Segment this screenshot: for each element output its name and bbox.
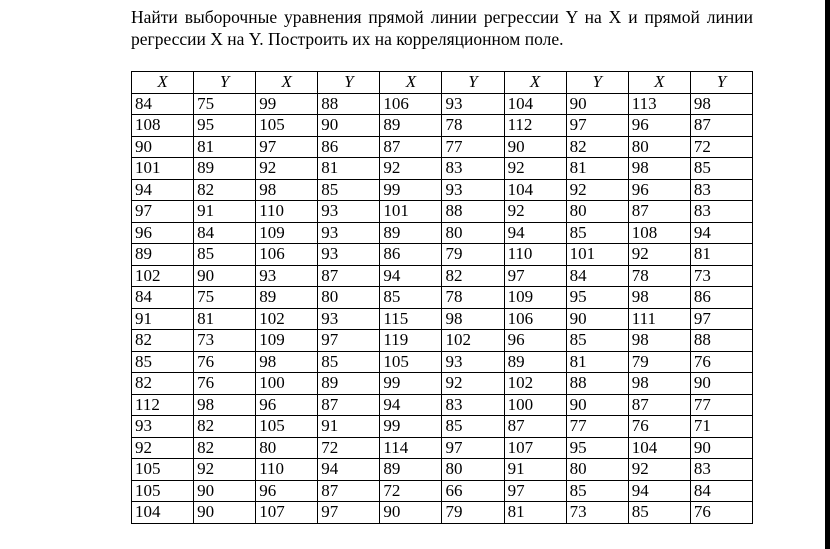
table-cell-x: 97 bbox=[256, 136, 318, 158]
table-cell-x: 89 bbox=[380, 222, 442, 244]
table-cell-x: 94 bbox=[504, 222, 566, 244]
table-row bbox=[132, 330, 753, 352]
table-cell-x: 102 bbox=[504, 373, 566, 395]
table-cell-y: 85 bbox=[442, 416, 504, 438]
table-cell-y: 93 bbox=[442, 351, 504, 373]
table-cell-y: 90 bbox=[566, 93, 628, 115]
table-cell-x: 89 bbox=[132, 244, 194, 266]
table-cell-x: 98 bbox=[256, 179, 318, 201]
table-row bbox=[132, 394, 753, 416]
table-cell-y: 93 bbox=[318, 222, 380, 244]
table-cell-x: 104 bbox=[132, 502, 194, 524]
table-cell-y: 83 bbox=[690, 201, 752, 223]
table-cell-y: 77 bbox=[442, 136, 504, 158]
table-cell-x: 106 bbox=[380, 93, 442, 115]
table-cell-x: 102 bbox=[132, 265, 194, 287]
table-cell-y: 84 bbox=[690, 480, 752, 502]
table-cell-y: 98 bbox=[194, 394, 256, 416]
table-cell-y: 82 bbox=[194, 416, 256, 438]
table-cell-y: 85 bbox=[566, 222, 628, 244]
table-cell-y: 82 bbox=[442, 265, 504, 287]
table-cell-y: 95 bbox=[566, 287, 628, 309]
table-cell-x: 115 bbox=[380, 308, 442, 330]
header-cell-x: X bbox=[628, 72, 690, 94]
table-row bbox=[132, 201, 753, 223]
table-cell-x: 80 bbox=[256, 437, 318, 459]
table-cell-x: 97 bbox=[504, 265, 566, 287]
table-row bbox=[132, 502, 753, 524]
table-cell-y: 83 bbox=[442, 158, 504, 180]
table-body bbox=[132, 93, 753, 523]
table-cell-y: 90 bbox=[566, 394, 628, 416]
table-cell-x: 87 bbox=[380, 136, 442, 158]
table-cell-y: 79 bbox=[442, 502, 504, 524]
table-cell-x: 93 bbox=[256, 265, 318, 287]
table-cell-y: 92 bbox=[566, 179, 628, 201]
table-cell-x: 105 bbox=[380, 351, 442, 373]
table-cell-x: 108 bbox=[132, 115, 194, 137]
table-cell-y: 85 bbox=[566, 330, 628, 352]
table-cell-x: 104 bbox=[504, 179, 566, 201]
table-cell-x: 91 bbox=[132, 308, 194, 330]
table-cell-y: 88 bbox=[442, 201, 504, 223]
table-cell-x: 105 bbox=[256, 115, 318, 137]
header-cell-x: X bbox=[504, 72, 566, 94]
header-cell-y: Y bbox=[442, 72, 504, 94]
table-cell-y: 86 bbox=[690, 287, 752, 309]
table-cell-x: 113 bbox=[628, 93, 690, 115]
table-cell-y: 98 bbox=[442, 308, 504, 330]
table-cell-x: 94 bbox=[380, 265, 442, 287]
table-cell-x: 94 bbox=[628, 480, 690, 502]
table-cell-y: 85 bbox=[690, 158, 752, 180]
table-cell-x: 110 bbox=[256, 201, 318, 223]
table-cell-x: 108 bbox=[628, 222, 690, 244]
table-cell-y: 92 bbox=[442, 373, 504, 395]
table-cell-x: 84 bbox=[132, 287, 194, 309]
table-cell-y: 77 bbox=[566, 416, 628, 438]
table-cell-x: 96 bbox=[628, 179, 690, 201]
table-cell-x: 84 bbox=[132, 93, 194, 115]
table-row bbox=[132, 158, 753, 180]
table-cell-x: 94 bbox=[132, 179, 194, 201]
table-cell-y: 97 bbox=[690, 308, 752, 330]
table-cell-y: 90 bbox=[194, 265, 256, 287]
table-cell-y: 82 bbox=[194, 179, 256, 201]
header-cell-x: X bbox=[256, 72, 318, 94]
table-cell-y: 66 bbox=[442, 480, 504, 502]
table-cell-y: 88 bbox=[690, 330, 752, 352]
table-row bbox=[132, 480, 753, 502]
table-cell-x: 106 bbox=[256, 244, 318, 266]
header-cell-y: Y bbox=[318, 72, 380, 94]
table-cell-x: 96 bbox=[256, 394, 318, 416]
table-row bbox=[132, 416, 753, 438]
table-cell-x: 99 bbox=[380, 179, 442, 201]
table-cell-y: 78 bbox=[442, 115, 504, 137]
table-cell-x: 109 bbox=[504, 287, 566, 309]
table-cell-x: 98 bbox=[628, 373, 690, 395]
table-cell-y: 81 bbox=[566, 351, 628, 373]
table-cell-y: 85 bbox=[318, 351, 380, 373]
header-cell-x: X bbox=[132, 72, 194, 94]
table-cell-x: 100 bbox=[504, 394, 566, 416]
table-cell-y: 97 bbox=[442, 437, 504, 459]
table-cell-x: 85 bbox=[380, 287, 442, 309]
table-cell-y: 75 bbox=[194, 287, 256, 309]
table-cell-x: 119 bbox=[380, 330, 442, 352]
table-cell-y: 98 bbox=[690, 93, 752, 115]
table-cell-y: 72 bbox=[318, 437, 380, 459]
table-cell-y: 80 bbox=[566, 459, 628, 481]
table-cell-x: 109 bbox=[256, 330, 318, 352]
table-cell-y: 82 bbox=[566, 136, 628, 158]
table-cell-x: 97 bbox=[132, 201, 194, 223]
table-cell-y: 90 bbox=[566, 308, 628, 330]
table-cell-x: 98 bbox=[628, 330, 690, 352]
table-cell-x: 105 bbox=[256, 416, 318, 438]
table-cell-y: 88 bbox=[566, 373, 628, 395]
table-cell-y: 90 bbox=[318, 115, 380, 137]
table-cell-x: 109 bbox=[256, 222, 318, 244]
table-cell-x: 79 bbox=[628, 351, 690, 373]
table-cell-y: 83 bbox=[690, 179, 752, 201]
table-row bbox=[132, 222, 753, 244]
table-cell-x: 101 bbox=[132, 158, 194, 180]
table-cell-x: 76 bbox=[628, 416, 690, 438]
table-cell-y: 97 bbox=[318, 502, 380, 524]
table-cell-y: 80 bbox=[318, 287, 380, 309]
table-cell-x: 87 bbox=[628, 394, 690, 416]
table-cell-x: 96 bbox=[504, 330, 566, 352]
table-cell-y: 94 bbox=[690, 222, 752, 244]
table-cell-y: 85 bbox=[194, 244, 256, 266]
table-cell-y: 81 bbox=[690, 244, 752, 266]
table-cell-x: 110 bbox=[504, 244, 566, 266]
table-cell-x: 110 bbox=[256, 459, 318, 481]
data-table bbox=[131, 71, 753, 524]
table-cell-y: 79 bbox=[442, 244, 504, 266]
table-cell-x: 92 bbox=[504, 158, 566, 180]
table-cell-y: 102 bbox=[442, 330, 504, 352]
table-row bbox=[132, 287, 753, 309]
table-cell-y: 83 bbox=[442, 394, 504, 416]
table-cell-x: 112 bbox=[132, 394, 194, 416]
table-cell-x: 100 bbox=[256, 373, 318, 395]
header-cell-y: Y bbox=[690, 72, 752, 94]
table-cell-y: 84 bbox=[566, 265, 628, 287]
right-edge-border bbox=[825, 0, 830, 549]
table-cell-y: 85 bbox=[318, 179, 380, 201]
table-cell-x: 98 bbox=[628, 287, 690, 309]
table-row bbox=[132, 437, 753, 459]
table-cell-x: 99 bbox=[380, 373, 442, 395]
table-cell-x: 78 bbox=[628, 265, 690, 287]
table-cell-y: 93 bbox=[442, 93, 504, 115]
table-cell-y: 90 bbox=[690, 437, 752, 459]
table-cell-y: 90 bbox=[194, 502, 256, 524]
table-cell-x: 85 bbox=[628, 502, 690, 524]
table-cell-x: 106 bbox=[504, 308, 566, 330]
table-row bbox=[132, 351, 753, 373]
table-cell-x: 92 bbox=[504, 201, 566, 223]
table-cell-y: 87 bbox=[690, 115, 752, 137]
table-row bbox=[132, 136, 753, 158]
table-cell-y: 76 bbox=[690, 502, 752, 524]
table-cell-y: 72 bbox=[690, 136, 752, 158]
table-cell-x: 92 bbox=[380, 158, 442, 180]
header-cell-y: Y bbox=[194, 72, 256, 94]
table-cell-x: 89 bbox=[504, 351, 566, 373]
table-cell-x: 104 bbox=[628, 437, 690, 459]
table-cell-y: 93 bbox=[318, 201, 380, 223]
table-cell-x: 96 bbox=[256, 480, 318, 502]
table-row bbox=[132, 373, 753, 395]
table-cell-y: 91 bbox=[318, 416, 380, 438]
table-header bbox=[132, 72, 753, 94]
table-cell-y: 76 bbox=[690, 351, 752, 373]
header-cell-y: Y bbox=[566, 72, 628, 94]
table-cell-x: 85 bbox=[132, 351, 194, 373]
table-cell-x: 92 bbox=[132, 437, 194, 459]
table-cell-x: 107 bbox=[504, 437, 566, 459]
table-cell-x: 89 bbox=[380, 459, 442, 481]
table-cell-y: 94 bbox=[318, 459, 380, 481]
table-cell-x: 101 bbox=[380, 201, 442, 223]
table-cell-x: 87 bbox=[504, 416, 566, 438]
table-cell-x: 72 bbox=[380, 480, 442, 502]
table-cell-x: 82 bbox=[132, 373, 194, 395]
table-cell-x: 96 bbox=[132, 222, 194, 244]
table-cell-y: 78 bbox=[442, 287, 504, 309]
table-cell-y: 95 bbox=[566, 437, 628, 459]
table-row bbox=[132, 115, 753, 137]
table-cell-y: 91 bbox=[194, 201, 256, 223]
table-cell-x: 97 bbox=[504, 480, 566, 502]
table-row bbox=[132, 93, 753, 115]
header-cell-x: X bbox=[380, 72, 442, 94]
table-cell-x: 112 bbox=[504, 115, 566, 137]
table-cell-x: 94 bbox=[380, 394, 442, 416]
table-row bbox=[132, 308, 753, 330]
table-cell-y: 81 bbox=[194, 136, 256, 158]
table-cell-x: 87 bbox=[628, 201, 690, 223]
table-cell-y: 80 bbox=[442, 222, 504, 244]
table-cell-y: 90 bbox=[194, 480, 256, 502]
table-cell-y: 85 bbox=[566, 480, 628, 502]
table-cell-x: 82 bbox=[132, 330, 194, 352]
table-cell-x: 105 bbox=[132, 480, 194, 502]
table-cell-y: 84 bbox=[194, 222, 256, 244]
table-cell-y: 73 bbox=[566, 502, 628, 524]
table-cell-x: 86 bbox=[380, 244, 442, 266]
table-cell-y: 87 bbox=[318, 394, 380, 416]
table-cell-x: 114 bbox=[380, 437, 442, 459]
table-cell-y: 89 bbox=[318, 373, 380, 395]
table-cell-x: 98 bbox=[628, 158, 690, 180]
table-cell-y: 80 bbox=[442, 459, 504, 481]
table-cell-x: 90 bbox=[504, 136, 566, 158]
table-cell-x: 92 bbox=[628, 244, 690, 266]
table-cell-y: 81 bbox=[566, 158, 628, 180]
table-cell-y: 93 bbox=[318, 244, 380, 266]
table-cell-x: 111 bbox=[628, 308, 690, 330]
table-cell-x: 93 bbox=[132, 416, 194, 438]
table-cell-x: 98 bbox=[256, 351, 318, 373]
table-row bbox=[132, 244, 753, 266]
table-cell-y: 90 bbox=[690, 373, 752, 395]
table-cell-y: 97 bbox=[318, 330, 380, 352]
table-cell-x: 92 bbox=[628, 459, 690, 481]
table-cell-y: 76 bbox=[194, 373, 256, 395]
table-cell-x: 104 bbox=[504, 93, 566, 115]
table-cell-x: 107 bbox=[256, 502, 318, 524]
table-cell-x: 105 bbox=[132, 459, 194, 481]
table-cell-y: 97 bbox=[566, 115, 628, 137]
task-statement: Найти выборочные уравнения прямой линии регрессии Y на X и прямой линии регрессии X на Y. Построить их на корреляционном поле. bbox=[131, 7, 753, 49]
table-cell-x: 80 bbox=[628, 136, 690, 158]
table-cell-y: 87 bbox=[318, 480, 380, 502]
table-row bbox=[132, 179, 753, 201]
table-cell-y: 89 bbox=[194, 158, 256, 180]
table-cell-y: 87 bbox=[318, 265, 380, 287]
table-cell-y: 86 bbox=[318, 136, 380, 158]
table-cell-x: 91 bbox=[504, 459, 566, 481]
table-cell-y: 93 bbox=[318, 308, 380, 330]
table-cell-y: 73 bbox=[690, 265, 752, 287]
table-cell-y: 80 bbox=[566, 201, 628, 223]
table-cell-x: 99 bbox=[256, 93, 318, 115]
table-row bbox=[132, 459, 753, 481]
table-row bbox=[132, 265, 753, 287]
table-cell-x: 92 bbox=[256, 158, 318, 180]
table-cell-y: 73 bbox=[194, 330, 256, 352]
table-cell-y: 76 bbox=[194, 351, 256, 373]
table-cell-x: 89 bbox=[256, 287, 318, 309]
table-cell-x: 90 bbox=[132, 136, 194, 158]
table-cell-x: 81 bbox=[504, 502, 566, 524]
table-cell-y: 77 bbox=[690, 394, 752, 416]
table-cell-x: 96 bbox=[628, 115, 690, 137]
table-cell-x: 89 bbox=[380, 115, 442, 137]
table-cell-y: 82 bbox=[194, 437, 256, 459]
table-cell-y: 81 bbox=[194, 308, 256, 330]
table-cell-y: 75 bbox=[194, 93, 256, 115]
table-cell-y: 88 bbox=[318, 93, 380, 115]
table-cell-x: 102 bbox=[256, 308, 318, 330]
table-cell-y: 81 bbox=[318, 158, 380, 180]
table-cell-y: 95 bbox=[194, 115, 256, 137]
table-cell-y: 83 bbox=[690, 459, 752, 481]
table-cell-x: 99 bbox=[380, 416, 442, 438]
table-cell-y: 92 bbox=[194, 459, 256, 481]
table-cell-y: 71 bbox=[690, 416, 752, 438]
table-cell-y: 93 bbox=[442, 179, 504, 201]
header-row bbox=[132, 72, 753, 94]
table-cell-y: 101 bbox=[566, 244, 628, 266]
table-cell-x: 90 bbox=[380, 502, 442, 524]
